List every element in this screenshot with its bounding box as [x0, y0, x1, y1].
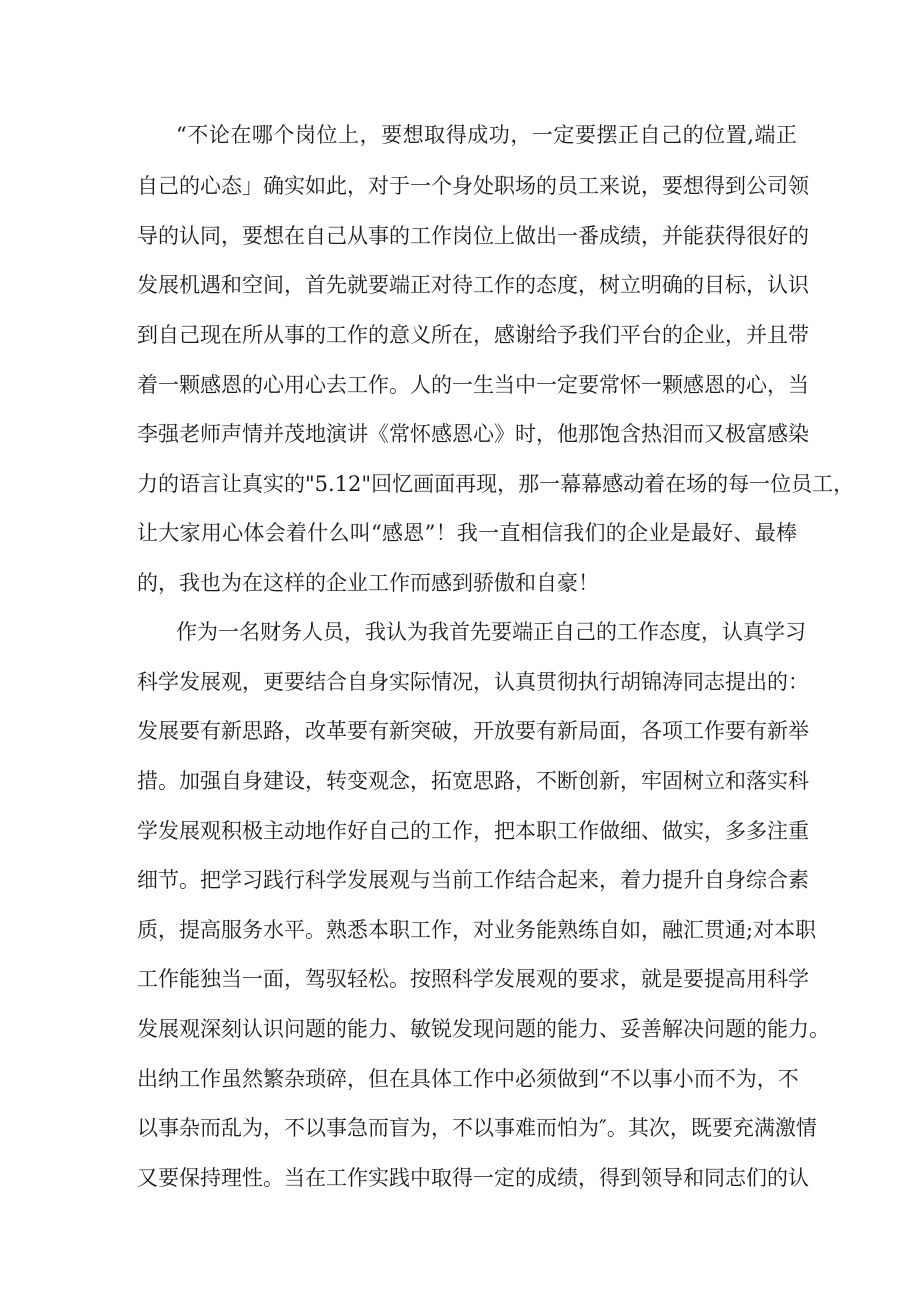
paragraph-1-line-3: 导的认同，要想在自己从事的工作岗位上做出一番成绩，并能获得很好的: [137, 224, 809, 248]
paragraph-2-line-8: 工作能独当一面，驾驭轻松。按照科学发展观的要求，就是要提高用科学: [137, 967, 809, 991]
paragraph-2-line-6: 细节。把学习践行科学发展观与当前工作结合起来，着力提升自身综合素: [137, 868, 809, 892]
paragraph-1-line-10: 的，我也为在这样的企业工作而感到骄傲和自豪！: [137, 571, 599, 595]
paragraph-1-line-7: 李强老师声情并茂地演讲《常怀感恩心》时，他那饱含热泪而又极富感染: [137, 422, 809, 446]
paragraph-1-line-6: 着一颗感恩的心用心去工作。人的一生当中一定要常怀一颗感恩的心，当: [137, 373, 809, 397]
paragraph-2-line-7: 质，提高服务水平。熟悉本职工作，对业务能熟练自如，融汇贯通;对本职: [137, 918, 817, 942]
paragraph-1-line-9: 让大家用心体会着什么叫“感恩”！我一直相信我们的企业是最好、最棒: [137, 521, 797, 545]
paragraph-2-line-3: 发展要有新思路，改革要有新突破，开放要有新局面，各项工作要有新举: [137, 719, 809, 743]
paragraph-1-line-8: 力的语言让真实的"5.12"回忆画面再现，那一幕幕感动着在场的每一位员工，: [137, 472, 855, 496]
paragraph-1-line-5: 到自己现在所从事的工作的意义所在，感谢给予我们平台的企业，并且带: [137, 323, 809, 347]
paragraph-2-line-9: 发展观深刻认识问题的能力、敏锐发现问题的能力、妥善解决问题的能力。: [137, 1017, 830, 1041]
paragraph-2-line-11: 以事杂而乱为，不以事急而盲为，不以事难而怕为″。其次，既要充满激情: [137, 1116, 817, 1140]
paragraph-2-line-2: 科学发展观，更要结合自身实际情况，认真贯彻执行胡锦涛同志提出的：: [137, 670, 809, 694]
paragraph-1-line-2: 自己的心态」确实如此，对于一个身处职场的员工来说，要想得到公司领: [137, 174, 809, 198]
paragraph-2-line-10: 出纳工作虽然繁杂琐碎，但在具体工作中必须做到“不以事小而不为，不: [137, 1067, 799, 1091]
paragraph-2-line-1: 作为一名财务人员，我认为我首先要端正自己的工作态度，认真学习: [176, 620, 806, 644]
paragraph-2-line-5: 学发展观积极主动地作好自己的工作，把本职工作做细、做实，多多注重: [137, 819, 809, 843]
paragraph-1-line-1: “不论在哪个岗位上，要想取得成功，一定要摆正自己的位置,端正: [176, 123, 797, 147]
paragraph-2-line-4: 措。加强自身建设，转变观念，拓宽思路，不断创新，牢固树立和落实科: [137, 769, 809, 793]
paragraph-2-line-12: 又要保持理性。当在工作实践中取得一定的成绩，得到领导和同志们的认: [137, 1166, 809, 1190]
paragraph-1-line-4: 发展机遇和空间，首先就要端正对待工作的态度，树立明确的目标，认识: [137, 273, 809, 297]
